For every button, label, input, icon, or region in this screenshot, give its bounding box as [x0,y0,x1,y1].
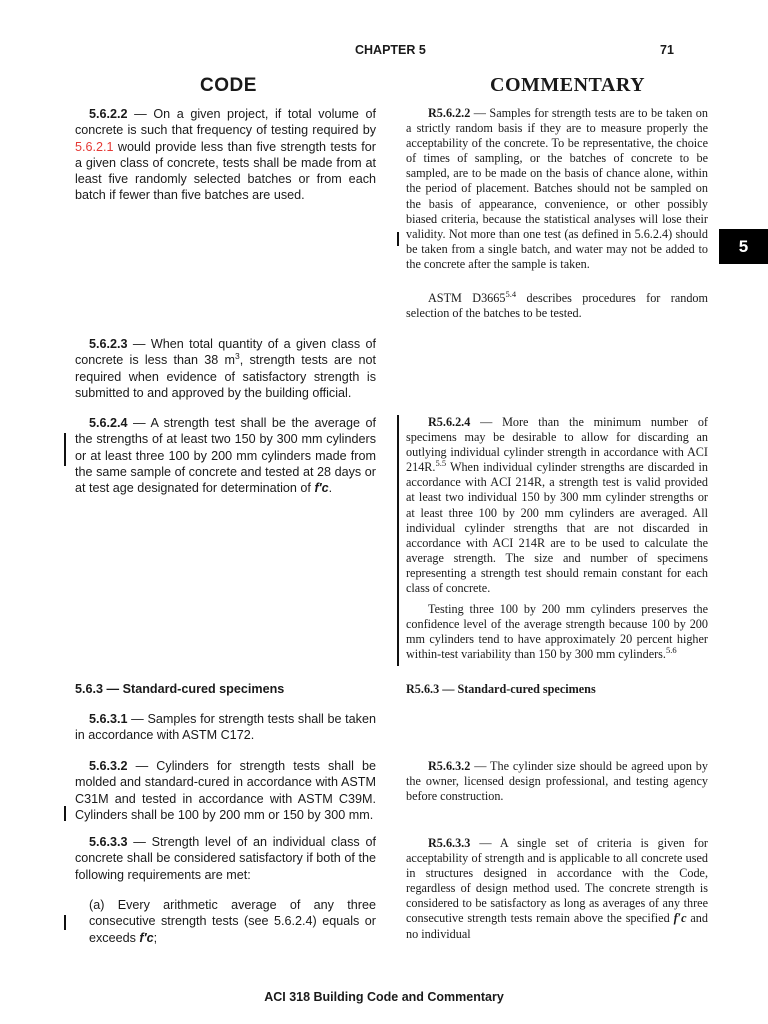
cross-reference-link[interactable]: 5.6.2.1 [75,139,114,154]
paragraph-text: would provide less than five strength tests for a given class of concrete, tests shall be made from at least five randomly selected batches or from each batch if fewer than five batches are used. [75,139,376,203]
commentary-r5-6-2-4 [406,415,708,596]
superscript: 3 [235,351,240,362]
fc-symbol: f′c [673,911,687,926]
commentary-r5-6-3-3 [406,836,708,942]
code-5-6-3-3 [75,834,376,883]
change-bar [64,433,66,466]
section-number: R5.6.3.3 [428,836,471,850]
section-number: 5.6.3.3 [89,835,128,849]
commentary-testing-paragraph [406,602,708,662]
code-5-6-2-2 [75,106,376,204]
fc-symbol: f′c [314,481,329,496]
paragraph-text: — A strength test shall be the average of the strengths of at least two 150 by 300 mm cylinders or at least three 100 by 200 mm cylinders made from the same sample of concrete and tested at 28 days or at test age designated for determination of [75,416,376,496]
commentary-r5-6-2-2 [406,106,708,272]
page-footer: ACI 318 Building Code and Commentary [264,990,504,1004]
code-column-heading: CODE [200,75,257,96]
reference-superscript: 5.5 [435,458,447,469]
section-number: R5.6.2.4 [428,415,471,429]
paragraph-text: ; [153,930,158,945]
paragraph-text: . [328,481,333,496]
commentary-column-heading: COMMENTARY [490,74,646,96]
reference-superscript: 5.6 [665,645,677,656]
paragraph-text: — Samples for strength tests shall be taken in accordance with ASTM C172. [75,712,376,743]
change-bar [397,415,399,666]
paragraph-text: Testing three 100 by 200 mm cylinders preserves the confidence level of the average strength because 100 by 200 mm cylinders tend to have approximately 20 percent higher within-test variability than 150 by 300 mm cylinders. [406,602,708,662]
code-heading-5-6-3: 5.6.3 — Standard-cured specimens [75,682,285,696]
paragraph-text: — On a given project, if total volume of concrete is such that frequency of testing required by [75,107,376,138]
section-number: 5.6.3.1 [89,712,128,726]
paragraph-text: (a) Every arithmetic average of any three consecutive strength tests (see 5.6.2.4) equals or exceeds [89,898,376,945]
paragraph-text: When individual cylinder strengths are discarded in accordance with ACI 214R, a strength test is valid provided at least two individual 150 by 300 mm cylinder strengths or at least three 100 by 200 mm cylinders are averaged. All individual cylinder strengths that are not discarded in accordance with ACI 214R are to be used to calculate the average strength. The size and number of specimens representing a strength test should remain constant for each class of concrete. [406,460,708,596]
change-bar [64,806,66,821]
commentary-r5-6-3-2 [406,759,708,804]
section-number: 5.6.2.3 [89,337,128,351]
section-number: R5.6.2.2 [428,106,471,120]
paragraph-text: ASTM D3665 [428,291,506,305]
paragraph-text: and no individual [406,911,708,941]
chapter-tab-marker: 5 [719,229,768,264]
paragraph-text: describes procedures for random selection of the batches to be tested. [406,291,708,321]
paragraph-text: — Cylinders for strength tests shall be molded and standard-cured in accordance with ASTM C31M and tested in accordance with ASTM C39M. Cylinders shall be 100 by 200 mm or 150 by 300 mm. [75,759,376,822]
chapter-header: CHAPTER 5 [355,43,426,57]
section-number: 5.6.3.2 [89,759,128,773]
fc-symbol: f′c [139,930,154,945]
paragraph-text: — Samples for strength tests are to be taken on a strictly random basis if they are to measure properly the acceptability of the concrete. To be representative, the choice of times of sampling, or the batches of concrete to be sampled, are to be made on the basis of chance alone, within the period of placement. Batches should not be sampled on the basis of appearance, convenience, or other possibly biased criteria, because the statistical analyses will lose their validity. Not more than one test (as defined in 5.6.2.4) should be taken from a single batch, and water may not be added to the concrete after the sample is taken. [406,106,708,271]
section-number: R5.6.3.2 [428,759,471,773]
code-requirement-a [75,897,376,946]
change-bar [64,915,66,930]
code-5-6-3-2 [75,758,376,823]
page-number: 71 [660,43,674,57]
paragraph-text: — Strength level of an individual class of concrete shall be considered satisfactory if both of the following requirements are met: [75,835,376,882]
paragraph-text: , strength tests are not required when evidence of satisfactory strength is submitted to and approved by the building official. [75,353,376,400]
change-bar [397,232,399,246]
section-number: 5.6.2.2 [89,107,128,121]
commentary-heading-r5-6-3: R5.6.3 — Standard-cured specimens [406,682,596,696]
commentary-astm-d3665 [406,288,708,321]
code-5-6-2-3 [75,336,376,401]
section-number: 5.6.2.4 [89,416,128,430]
reference-superscript: 5.4 [505,288,517,299]
paragraph-text: — When total quantity of a given class of concrete is less than 38 m [75,337,376,368]
paragraph-text: — A single set of criteria is given for acceptability of strength and is applicable to all concrete used in structures designed in accordance with the Code, regardless of design method used. The concrete strength is considered to be satisfactory as long as averages of any three consecutive strength tests remain above the specified [406,836,708,926]
code-5-6-2-4 [75,415,376,496]
code-5-6-3-1 [75,711,376,744]
paragraph-text: — The cylinder size should be agreed upon by the owner, licensed design professional, and testing agency before construction. [406,759,708,804]
paragraph-text: — More than the minimum number of specimens may be desirable to allow for discarding an outlying individual cylinder strength in accordance with ACI 214R. [406,415,708,475]
